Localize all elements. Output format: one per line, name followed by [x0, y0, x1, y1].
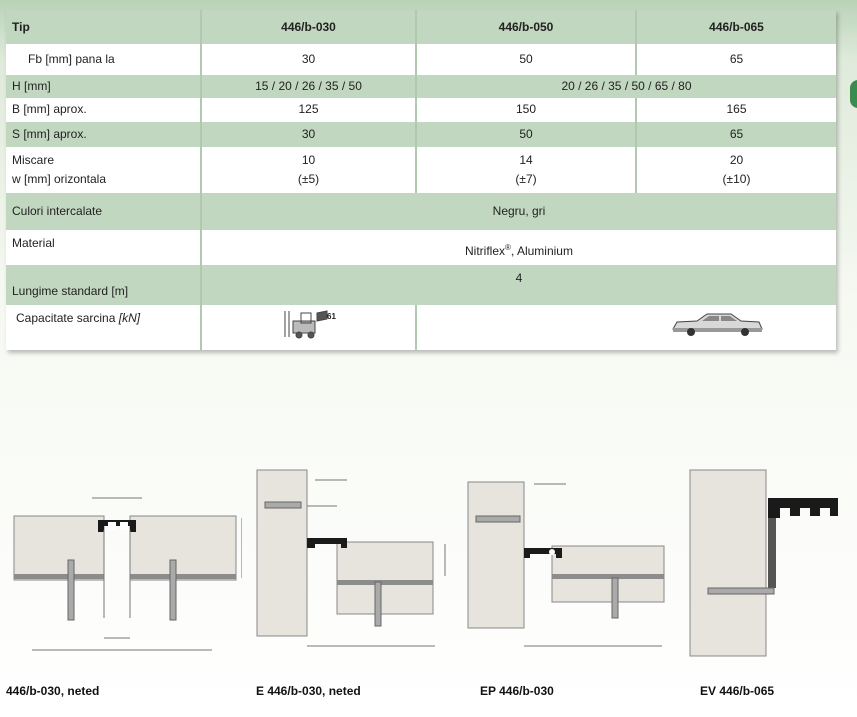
row-h [6, 75, 836, 98]
row-b-c1: 125 [201, 98, 416, 123]
row-b-c3: 165 [636, 98, 836, 123]
row-miscare-c2 [416, 147, 636, 193]
forklift-icon-label: 61 [326, 312, 336, 322]
row-culori [6, 193, 836, 230]
row-miscare-c2-value: 14 [519, 153, 533, 168]
row-miscare-c3-value: 20 [729, 153, 744, 168]
row-h-c1: 15 / 20 / 26 / 35 / 50 [201, 75, 416, 98]
caption-drawing-4: EV 446/b-065 [700, 684, 775, 698]
material-main: Nitriflex [465, 244, 506, 259]
drawing-e-446b-030-neted [255, 466, 455, 666]
row-h-c23: 20 / 26 / 35 / 50 / 65 / 80 [416, 75, 836, 98]
spec-table [6, 10, 836, 350]
row-capacitate-c1 [201, 305, 416, 350]
row-miscare-label-1: Miscare [12, 153, 55, 168]
row-capacitate-c23 [416, 305, 836, 350]
drawing-ev-446b-065 [688, 468, 848, 668]
row-miscare-c1-value: 10 [301, 153, 316, 168]
row-miscare-c3-range: (±10) [722, 172, 751, 187]
car-icon [669, 309, 765, 339]
row-lungime-value: 4 [201, 265, 836, 304]
row-culori-value: Negru, gri [201, 193, 836, 230]
caption-drawing-3: EP 446/b-030 [480, 684, 554, 698]
row-h-label: H [mm] [6, 75, 201, 98]
row-s-label: S [mm] aprox. [6, 122, 201, 147]
row-b-label: B [mm] aprox. [6, 98, 201, 123]
row-material-label: Material [6, 230, 201, 265]
header-row [6, 10, 836, 44]
material-rest: , Aluminium [510, 244, 573, 259]
forklift-icon [277, 307, 341, 341]
row-fb-label: Fb [mm] pana la [6, 44, 201, 75]
row-fb [6, 44, 836, 75]
row-s-c3: 65 [636, 122, 836, 147]
row-miscare [6, 147, 836, 193]
row-lungime-label: Lungime standard [m] [6, 265, 201, 304]
row-b [6, 98, 836, 123]
row-lungime [6, 265, 836, 304]
row-miscare-label [6, 147, 201, 193]
row-fb-c3: 65 [636, 44, 836, 75]
caption-drawing-1: 446/b-030, neted [6, 684, 100, 698]
row-s-c2: 50 [416, 122, 636, 147]
row-miscare-c3 [636, 147, 836, 193]
side-tab-marker [850, 80, 857, 108]
row-miscare-c1 [201, 147, 416, 193]
header-col-2: 446/b-050 [416, 10, 636, 44]
capacitate-label-text: Capacitate sarcina [16, 310, 119, 325]
row-material [6, 230, 836, 265]
row-miscare-c2-range: (±7) [515, 172, 537, 187]
row-fb-c2: 50 [416, 44, 636, 75]
row-capacitate-label [6, 305, 201, 350]
row-miscare-c1-range: (±5) [297, 172, 320, 187]
header-col-1: 446/b-030 [201, 10, 416, 44]
capacitate-label-unit: [kN] [118, 310, 141, 325]
caption-drawing-2: E 446/b-030, neted [256, 684, 361, 698]
drawing-ep-446b-030 [462, 478, 672, 658]
row-b-c2: 150 [416, 98, 636, 123]
drawing-446b-030-neted [12, 478, 242, 668]
header-tip: Tip [6, 10, 201, 44]
row-fb-c1: 30 [201, 44, 416, 75]
row-capacitate [6, 305, 836, 350]
row-culori-label: Culori intercalate [6, 193, 201, 230]
material-registered: ® [505, 243, 511, 253]
row-s [6, 122, 836, 147]
row-material-value [201, 230, 836, 265]
row-miscare-label-2: w [mm] orizontala [12, 172, 107, 187]
header-col-3: 446/b-065 [636, 10, 836, 44]
row-s-c1: 30 [201, 122, 416, 147]
